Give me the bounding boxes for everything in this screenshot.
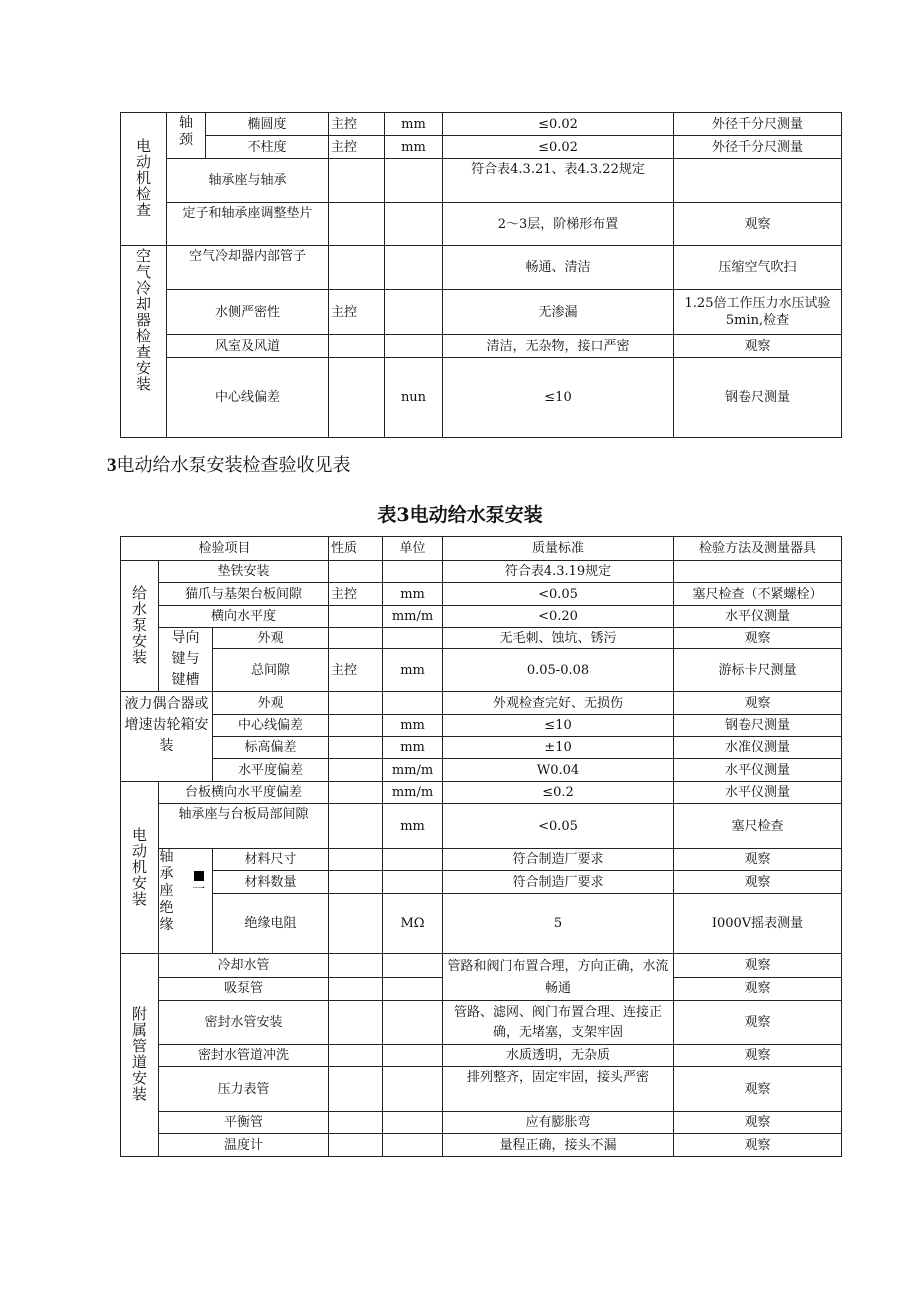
table-row xyxy=(121,849,842,871)
cell-nature: 主控 xyxy=(329,113,385,136)
cell-standard: <0.05 xyxy=(443,804,674,849)
cell-standard: <0.05 xyxy=(443,583,674,606)
cell-standard: 5 xyxy=(443,894,674,954)
cell-unit: mm xyxy=(383,649,443,692)
cell-item: 定子和轴承座调整垫片 xyxy=(167,203,329,246)
cell-standard: ±10 xyxy=(443,737,674,759)
table-row xyxy=(121,335,842,358)
cell-standard: ≤0.02 xyxy=(443,136,674,159)
cell-standard: 符合制造厂要求 xyxy=(443,849,674,871)
group-cell xyxy=(121,561,159,692)
cell-standard: 清洁，无杂物，接口严密 xyxy=(443,335,674,358)
cell-unit xyxy=(385,290,443,335)
cell-unit xyxy=(383,871,443,894)
cell-method: 观察 xyxy=(674,849,842,871)
table-row xyxy=(121,113,842,136)
cell-standard: 畅通、清洁 xyxy=(443,246,674,290)
table-row xyxy=(121,782,842,804)
cell-nature xyxy=(329,1001,383,1045)
cell-nature xyxy=(329,1134,383,1157)
cell-method: 观察 xyxy=(674,1112,842,1134)
cell-unit xyxy=(383,954,443,978)
cell-method: 1.25倍工作压力水压试验5min,检查 xyxy=(674,290,842,335)
cell-method: 观察 xyxy=(674,1134,842,1157)
cell-label: 液力偶合器或增速齿轮箱安装 xyxy=(124,696,209,754)
cell-item: 垫铁安装 xyxy=(159,561,329,583)
cell-unit xyxy=(383,1045,443,1067)
cell-item: 台板横向水平度偏差 xyxy=(159,782,329,804)
cell-standard: 外观检查完好、无损伤 xyxy=(443,692,674,715)
cell-standard: 符合表4.3.19规定 xyxy=(443,561,674,583)
cell-label: 电动机检查 xyxy=(136,137,152,219)
table-row xyxy=(121,871,842,894)
cell-nature xyxy=(329,203,385,246)
cell-nature xyxy=(329,977,383,1001)
cell-nature xyxy=(329,692,383,715)
cell-nature xyxy=(329,759,383,782)
cell-unit xyxy=(383,849,443,871)
cell-nature xyxy=(329,1112,383,1134)
table-header xyxy=(121,537,842,561)
cell-unit: mm xyxy=(383,583,443,606)
cell-item: 轴承座与台板局部间隙 xyxy=(159,804,329,849)
cell-nature xyxy=(329,606,383,628)
cell-item: 压力表管 xyxy=(159,1067,329,1112)
cell-standard: 无毛刺、蚀坑、锈污 xyxy=(443,628,674,649)
cell-label: 给水泵安装 xyxy=(132,584,148,666)
subgroup-cell xyxy=(167,113,206,159)
cell-item: 温度计 xyxy=(159,1134,329,1157)
cell-merged_standard: 管路和阀门布置合理，方向正确，水流畅通 xyxy=(443,954,674,1001)
cell-item: 材料数量 xyxy=(213,871,329,894)
cell-item: 外观 xyxy=(213,628,329,649)
cell-unit: mm xyxy=(383,737,443,759)
cell-unit xyxy=(385,335,443,358)
table-row xyxy=(121,203,842,246)
cell-item: 密封水管道冲洗 xyxy=(159,1045,329,1067)
table-row xyxy=(121,1134,842,1157)
cell-standard: <0.20 xyxy=(443,606,674,628)
group-cell xyxy=(121,954,159,1157)
subgroup-cell xyxy=(159,849,213,954)
cell-method: 游标卡尺测量 xyxy=(674,649,842,692)
cell-unit xyxy=(383,1112,443,1134)
cell-standard: 0.05-0.08 xyxy=(443,649,674,692)
cell-item: 椭圆度 xyxy=(206,113,329,136)
group-cell xyxy=(121,113,167,246)
cell-unit: mm xyxy=(385,113,443,136)
cell-label: 电动机安装 xyxy=(132,825,148,908)
cell-unit xyxy=(385,159,443,203)
cell-item: 不柱度 xyxy=(206,136,329,159)
cell-method: 水平仪测量 xyxy=(674,606,842,628)
cell-method: 压缩空气吹扫 xyxy=(674,246,842,290)
cell-method: 钢卷尺测量 xyxy=(674,715,842,737)
cell-item: 总间隙 xyxy=(213,649,329,692)
table-row xyxy=(121,1067,842,1112)
cell-nature xyxy=(329,1045,383,1067)
cell-unit xyxy=(383,1134,443,1157)
cell-method: 塞尺检查 xyxy=(674,804,842,849)
cell-standard: 排列整齐，固定牢固，接头严密 xyxy=(443,1067,674,1112)
cell-standard: 水质透明，无杂质 xyxy=(443,1045,674,1067)
subgroup-cell xyxy=(159,628,213,692)
cell-label: 附属管道安装 xyxy=(132,1005,148,1103)
cell-nature xyxy=(329,159,385,203)
cell-unit: mm/m xyxy=(383,782,443,804)
cell-item: 轴承座与轴承 xyxy=(167,159,329,203)
cell-unit xyxy=(385,246,443,290)
cell-nature xyxy=(329,954,383,978)
cell-standard: ≤0.02 xyxy=(443,113,674,136)
cell-method: 钢卷尺测量 xyxy=(674,358,842,438)
square-mark-icon xyxy=(194,871,204,881)
cell-unit xyxy=(383,1001,443,1045)
cell-method: 观察 xyxy=(674,1067,842,1112)
cell-nature xyxy=(329,871,383,894)
table-row xyxy=(121,1112,842,1134)
feed-pump-table xyxy=(120,536,842,1157)
cell-standard: ≤10 xyxy=(443,715,674,737)
cell-method: 水平仪测量 xyxy=(674,782,842,804)
cell-method: 塞尺检查（不紧螺栓） xyxy=(674,583,842,606)
cell-nature: 主控 xyxy=(329,649,383,692)
cell-nature xyxy=(329,358,385,438)
cell-method: 检验方法及测量器具 xyxy=(674,537,842,561)
cell-method: 观察 xyxy=(674,1045,842,1067)
group-cell xyxy=(121,246,167,438)
section-heading: 3电动给水泵安装检查验收见表 xyxy=(107,455,351,476)
cell-unit: 单位 xyxy=(383,537,443,561)
cell-standard: 2～3层，阶梯形布置 xyxy=(443,203,674,246)
table-row xyxy=(121,606,842,628)
cell-item: 吸泵管 xyxy=(159,977,329,1001)
cell-method: 水准仪测量 xyxy=(674,737,842,759)
cell-unit: mm xyxy=(383,804,443,849)
cell-standard: 量程正确，接头不漏 xyxy=(443,1134,674,1157)
table-row xyxy=(121,628,842,649)
cell-standard: 管路、滤网、阀门布置合理、连接正确，无堵塞，支架牢固 xyxy=(443,1001,674,1045)
cell-method: 外径千分尺测量 xyxy=(674,113,842,136)
table-row xyxy=(121,159,842,203)
table-row xyxy=(121,759,842,782)
cell-label: 轴承座绝缘 xyxy=(159,849,174,933)
cell-method: 观察 xyxy=(674,692,842,715)
cell-standard: ≤0.2 xyxy=(443,782,674,804)
cell-item: 冷却水管 xyxy=(159,954,329,978)
cell-item: 中心线偏差 xyxy=(167,358,329,438)
cell-unit xyxy=(383,628,443,649)
cell-method xyxy=(674,561,842,583)
cell-method: 观察 xyxy=(674,871,842,894)
cell-item: 标高偏差 xyxy=(213,737,329,759)
table-row xyxy=(121,1001,842,1045)
cell-nature xyxy=(329,628,383,649)
cell-item: 外观 xyxy=(213,692,329,715)
cell-nature: 主控 xyxy=(329,290,385,335)
cell-unit: nun xyxy=(385,358,443,438)
cell-nature xyxy=(329,894,383,954)
cell-method: 外径千分尺测量 xyxy=(674,136,842,159)
table-row xyxy=(121,136,842,159)
cell-unit: MΩ xyxy=(383,894,443,954)
table-row xyxy=(121,561,842,583)
cell-item: 密封水管安装 xyxy=(159,1001,329,1045)
table-row xyxy=(121,649,842,692)
cell-method: 观察 xyxy=(674,954,842,978)
cell-item: 水平度偏差 xyxy=(213,759,329,782)
cell-nature xyxy=(329,804,383,849)
table-row xyxy=(121,358,842,438)
cell-nature xyxy=(329,335,385,358)
cell-method: 观察 xyxy=(674,1001,842,1045)
cell-method: 水平仪测量 xyxy=(674,759,842,782)
cell-unit: mm xyxy=(383,715,443,737)
cell-nature xyxy=(329,849,383,871)
cell-item: 猫爪与基架台板间隙 xyxy=(159,583,329,606)
cell-unit: mm xyxy=(385,136,443,159)
table-row xyxy=(121,804,842,849)
cell-item: 中心线偏差 xyxy=(213,715,329,737)
cell-unit: mm/m xyxy=(383,606,443,628)
motor-cooler-table xyxy=(120,112,842,438)
cell-item: 水侧严密性 xyxy=(167,290,329,335)
table-row xyxy=(121,246,842,290)
cell-unit xyxy=(383,692,443,715)
table-row xyxy=(121,715,842,737)
cell-item: 检验项目 xyxy=(121,537,329,561)
cell-item: 材料尺寸 xyxy=(213,849,329,871)
cell-method xyxy=(674,159,842,203)
table-row xyxy=(121,954,842,978)
cell-label: 导向键与键槽 xyxy=(171,630,200,688)
cell-method: I000V摇表测量 xyxy=(674,894,842,954)
table-row xyxy=(121,583,842,606)
table-row xyxy=(121,1045,842,1067)
cell-item: 平衡管 xyxy=(159,1112,329,1134)
cell-nature xyxy=(329,1067,383,1112)
cell-unit: mm/m xyxy=(383,759,443,782)
cell-standard: W0.04 xyxy=(443,759,674,782)
cell-nature xyxy=(329,737,383,759)
cell-label: 空气冷却器检查安装 xyxy=(136,247,152,393)
cell-nature xyxy=(329,715,383,737)
group-cell xyxy=(121,692,213,782)
cell-unit xyxy=(383,977,443,1001)
table-row xyxy=(121,894,842,954)
cell-method: 观察 xyxy=(674,977,842,1001)
cell-item: 风室及风道 xyxy=(167,335,329,358)
cell-item: 空气冷却器内部管子 xyxy=(167,246,329,290)
cell-item: 绝缘电阻 xyxy=(213,894,329,954)
cell-label: 轴颈 xyxy=(179,115,193,148)
cell-standard: 应有膨胀弯 xyxy=(443,1112,674,1134)
cell-item: 横向水平度 xyxy=(159,606,329,628)
cell-method: 观察 xyxy=(674,203,842,246)
table-row xyxy=(121,692,842,715)
cell-label: 一 xyxy=(192,882,206,897)
cell-unit xyxy=(383,1067,443,1112)
cell-nature: 性质 xyxy=(329,537,383,561)
cell-standard: 质量标准 xyxy=(443,537,674,561)
table-caption: 表3电动给水泵安装 xyxy=(377,504,543,526)
cell-unit xyxy=(385,203,443,246)
cell-nature: 主控 xyxy=(329,583,383,606)
cell-nature xyxy=(329,246,385,290)
cell-nature: 主控 xyxy=(329,136,385,159)
table-row xyxy=(121,290,842,335)
table-row xyxy=(121,737,842,759)
cell-standard: 符合制造厂要求 xyxy=(443,871,674,894)
cell-nature xyxy=(329,782,383,804)
cell-nature xyxy=(329,561,383,583)
cell-unit xyxy=(383,561,443,583)
cell-method: 观察 xyxy=(674,628,842,649)
group-cell xyxy=(121,782,159,954)
cell-method: 观察 xyxy=(674,335,842,358)
cell-standard: ≤10 xyxy=(443,358,674,438)
cell-label: 电动给水泵安装检查验收见表 xyxy=(116,455,351,476)
cell-standard: 符合表4.3.21、表4.3.22规定 xyxy=(443,159,674,203)
cell-standard: 无渗漏 xyxy=(443,290,674,335)
